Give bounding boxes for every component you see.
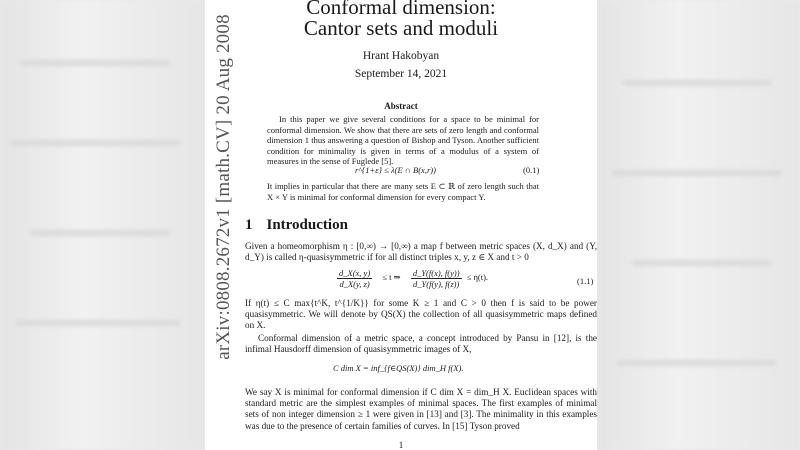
section-number: 1: [245, 217, 253, 233]
abstract-conclusion: It implies in particular that there are many sets E ⊂ ℝ of zero length such that X × Y is minimal for conformal dimension for every compact Y.: [267, 181, 539, 202]
intro-paragraph-3: Conformal dimension of a metric space, a concept introduced by Pansu in [12], is the infimal Hausdorff dimension of quasisymmetric images of X,: [245, 333, 597, 355]
ghost-line: [15, 320, 180, 326]
ghost-line: [617, 360, 777, 366]
paper-page: [205, 0, 597, 450]
blurred-background-left: [0, 0, 205, 450]
equation-1-1-right-numerator: d_Y(f(x), f(y)): [412, 268, 460, 278]
ghost-line: [612, 170, 782, 176]
equation-0-1-number: (0.1): [523, 165, 540, 175]
equation-1-1-implication: ≤ t ⇒: [382, 272, 401, 283]
paper-title-line2: Cantor sets and moduli: [303, 16, 499, 40]
equation-0-1: r^{1+ε} ≤ λ(E ∩ B(x,r)): [355, 165, 436, 175]
intro-paragraph-1: Given a homeomorphism η : [0,∞) → [0,∞) a map f between metric spaces (X, d_X) and (Y, d_Y) is called η-quasisymmetric if for all distinct triples x, y, z ∈ X and t > 0: [245, 241, 597, 263]
blurred-background-right: [597, 0, 800, 450]
page-number: 1: [398, 440, 404, 450]
equation-1-1: [337, 268, 488, 289]
abstract-heading: Abstract: [384, 101, 418, 111]
intro-paragraph-2: If η(t) ≤ C max{t^K, t^{1/K}} for some K ≥ 1 and C > 0 then f is said to be power quasisymmetric. We will denote by QS(X) the collection of all quasisymmetric maps defined on X.: [245, 298, 597, 331]
paper-author: Hrant Hakobyan: [362, 50, 440, 62]
section-heading-introduction: [245, 217, 348, 234]
abstract-text: In this paper we give several conditions for a space to be minimal for conformal dimension. We show that there are sets of zero length and conformal dimension 1 thus answering a question of Bishop and Tyson. Another sufficient condition for minimality is given in terms of a modulus of a system of measures in the sense of Fuglede [5].: [267, 114, 539, 167]
ghost-line: [10, 140, 180, 146]
section-title: Introduction: [266, 217, 348, 233]
equation-1-1-bound: ≤ η(t).: [466, 272, 489, 283]
arxiv-id: arXiv:0808.2672v1 [math.CV] 20 Aug 2008: [213, 14, 234, 360]
equation-1-1-left-numerator: d_X(x, y): [339, 268, 371, 278]
ghost-line: [20, 60, 170, 66]
ghost-line: [632, 260, 772, 266]
intro-paragraph-4: We say X is minimal for conformal dimension if C dim X = dim_H X. Euclidean spaces with standard metric are the simplest examples of minimal spaces. The first examples of minimal sets of non integer dimension ≥ 1 were given in [13] and [3]. The minimality in this examples was due to the presence of certain families of curves. In [15] Tyson proved: [245, 387, 597, 431]
ghost-line: [30, 230, 170, 236]
equation-1-1-left-denominator: d_X(y, z): [339, 279, 370, 289]
paper-date: September 14, 2021: [354, 68, 448, 80]
equation-1-1-number: (1.1): [577, 276, 594, 286]
paper-title-line1: Conformal dimension:: [306, 0, 496, 19]
ghost-line: [622, 80, 772, 86]
equation-conformal-dimension: C dim X = inf_{f∈QS(X)} dim_H f(X).: [333, 363, 464, 373]
arxiv-stamp: [209, 14, 239, 360]
equation-1-1-right-denominator: d_Y(f(y), f(z)): [413, 279, 460, 289]
